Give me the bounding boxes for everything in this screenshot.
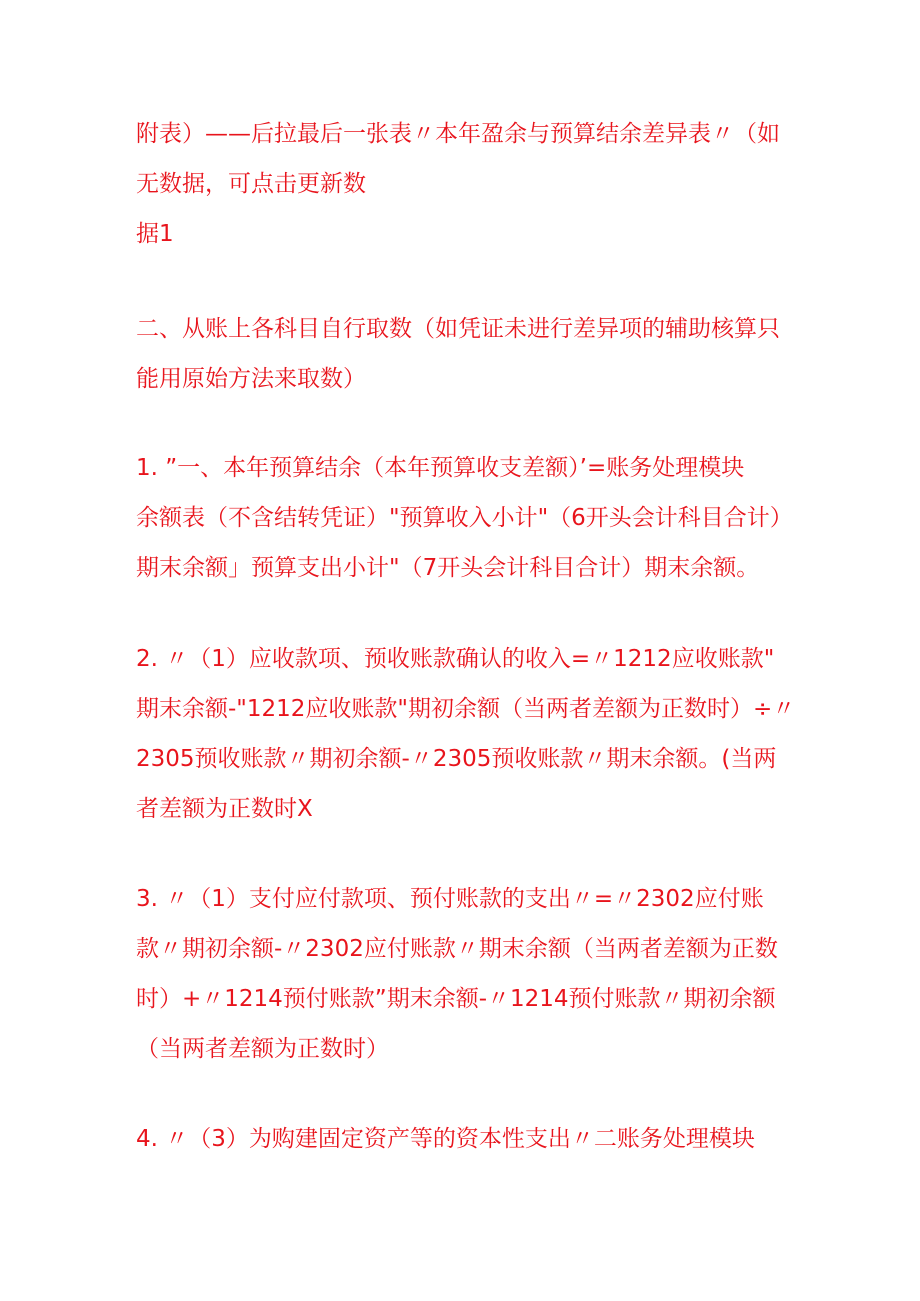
text-line: 无数据，可点击更新数	[136, 171, 366, 197]
text-line: 3. 〃（1）支付应付款项、预付账款的支出〃=〃2302应付账	[136, 886, 764, 912]
paragraph-item-3	[136, 874, 796, 1074]
paragraph-variance-table-note	[136, 109, 796, 259]
paragraph-item-1	[136, 443, 796, 593]
text-line: 据1	[136, 221, 174, 247]
text-line: 1. ”一、本年预算结余（本年预算收支差额）’=账务处理模块	[136, 455, 745, 481]
text-line: 时）+〃1214预付账款”期末余额-〃1214预付账款〃期初余额	[136, 986, 776, 1012]
paragraph-section-two-heading	[136, 304, 796, 404]
text-line: 2305预收账款〃期初余额-〃2305预收账款〃期末余额。(当两	[136, 746, 777, 772]
text-line: 能用原始方法来取数）	[136, 366, 366, 392]
text-line: 4. 〃（3）为购建固定资产等的资本性支出〃二账务处理模块	[136, 1126, 755, 1152]
paragraph-item-4	[136, 1114, 796, 1164]
text-line: 者差额为正数时X	[136, 796, 313, 822]
text-line: 款〃期初余额-〃2302应付账款〃期末余额（当两者差额为正数	[136, 936, 778, 962]
text-line: 期末余额-"1212应收账款"期初余额（当两者差额为正数时）÷〃	[136, 696, 796, 722]
text-line: 期末余额」预算支出小计"（7开头会计科目合计）期末余额。	[136, 555, 760, 581]
text-line: 二、从账上各科目自行取数（如凭证未进行差异项的辅助核算只	[136, 316, 780, 342]
text-line: （当两者差额为正数时）	[136, 1036, 389, 1062]
paragraph-item-2	[136, 634, 796, 834]
text-line: 余额表（不含结转凭证）"预算收入小计"（6开头会计科目合计）	[136, 505, 793, 531]
text-line: 附表）——后拉最后一张表〃本年盈余与预算结余差异表〃（如	[136, 121, 780, 147]
text-line: 2. 〃（1）应收款项、预收账款确认的收入=〃1212应收账款"	[136, 646, 775, 672]
